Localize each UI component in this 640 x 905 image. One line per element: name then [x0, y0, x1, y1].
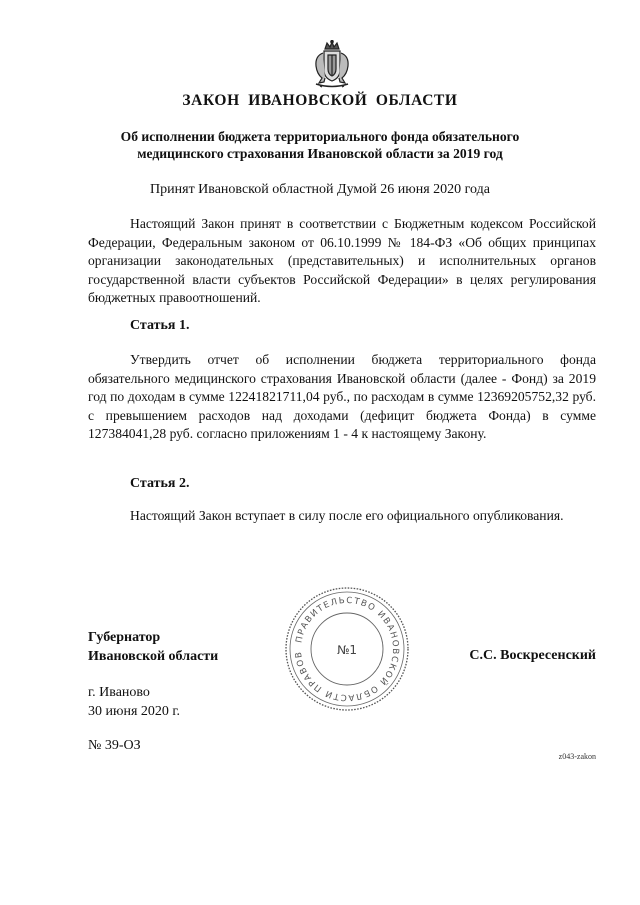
article-1-text: Утвердить отчет об исполнении бюджета территориального фонда обязательного медицинского страхования Ивановской области (далее - Фонд) за 2019 год по доходам в сумме 12241821711,04 руб., по расходам в сумме 12369205752,32 руб. с превышением расходов над доходами (дефицит бюджета Фонда) в сумме 127384041,28 руб. согласно приложениям 1 - 4 к настоящему Закону.	[88, 352, 596, 442]
signatory-position-line: Ивановской области	[88, 648, 219, 664]
city: г. Иваново	[88, 685, 150, 700]
article-1-heading: Статья 1.	[130, 318, 190, 333]
law-title: ЗАКОН ИВАНОВСКОЙ ОБЛАСТИ	[182, 92, 458, 109]
document-code: z043-zakon	[558, 752, 596, 761]
law-subtitle-line: медицинского страхования Ивановской области за 2019 год	[137, 146, 503, 161]
coat-of-arms-icon	[310, 40, 354, 88]
stamp-seal-icon	[284, 586, 410, 712]
signatory-position	[88, 629, 218, 666]
document-number: № 39-ОЗ	[88, 738, 141, 753]
place-and-date	[88, 684, 180, 721]
signatory-name: С.С. Воскресенский	[469, 648, 596, 663]
signatory-position-line: Губернатор	[88, 630, 161, 645]
signing-date: 30 июня 2020 г.	[88, 703, 181, 719]
stamp-number: №1	[336, 643, 358, 657]
stamp-ring-text: ПРАВИТЕЛЬСТВО ИВАНОВСКОЙ ОБЛАСТИ ПРАВОВ	[293, 595, 401, 703]
law-subtitle-line: Об исполнении бюджета территориального фонда обязательного	[120, 129, 520, 144]
intro-paragraph: Настоящий Закон принят в соответствии с Бюджетным кодексом Российской Федерации, Федеральным законом от 06.10.1999 № 184-ФЗ «Об общих принципах организации законодательных (представительных) и исполнительных органов государственной власти субъектов Российской Федерации» в целях регулирования бюджетных правоотношений.	[88, 216, 596, 306]
article-2-text: Настоящий Закон вступает в силу после его официального опубликования.	[130, 508, 564, 523]
law-subtitle	[90, 128, 550, 162]
adoption-note: Принят Ивановской областной Думой 26 июня 2020 года	[150, 182, 490, 197]
article-2-heading: Статья 2.	[130, 476, 190, 491]
